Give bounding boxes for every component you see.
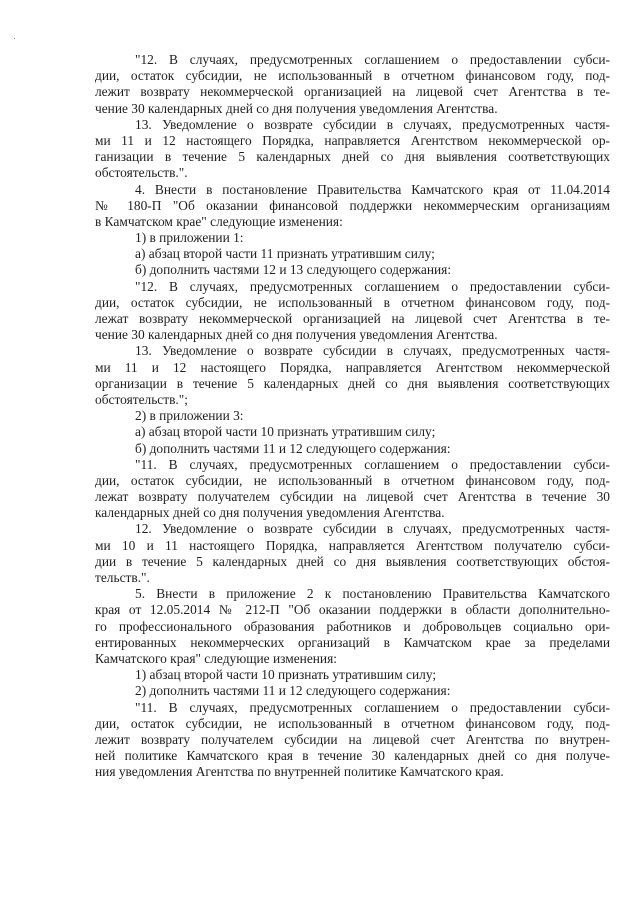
text-line: 13. Уведомление о возврате субсидии в случаях, предусмотренных частя- [135, 116, 610, 132]
text-line: ми 10 и 11 настоящего Порядка, направляется Агентством получателю субси- [95, 537, 610, 553]
text-line: 13. Уведомление о возврате субсидии в случаях, предусмотренных частя- [135, 343, 610, 359]
text-line: б) дополнить частями 11 и 12 следующего содержания: [135, 440, 451, 456]
text-line: дии в течение 5 календарных дней со дня выявления соответствующих обстоя- [95, 553, 610, 569]
text-line: календарных дней со дня получения уведомления Агентства. [95, 505, 445, 521]
text-line: лежит возврату некоммерческой организацией на лицевой счет Агентства в те- [95, 84, 610, 100]
text-line: ентированных некоммерческих организаций в Камчатском крае за пределами [95, 634, 610, 650]
text-line: лежит возврату получателем субсидии на лицевой счет Агентства по внутрен- [95, 731, 610, 747]
text-line: б) дополнить частями 12 и 13 следующего содержания: [135, 262, 452, 278]
text-line: "11. В случаях, предусмотренных соглашением о предоставлении субси- [135, 699, 610, 715]
text-line: а) абзац второй части 11 признать утратившим силу; [135, 246, 435, 262]
text-line: лежат возврату некоммерческой организацией на лицевой счет Агентства в те- [95, 311, 610, 326]
document-body [95, 52, 610, 780]
text-line: 1) в приложении 1: [135, 230, 244, 246]
text-line: ганизации в течение 5 календарных дней со дня выявления соответствующих [95, 149, 610, 165]
text-line: "12. В случаях, предусмотренных соглашением о предоставлении субси- [135, 278, 610, 294]
text-line: 4. Внести в постановление Правительства Камчатского края от 11.04.2014 [135, 181, 610, 197]
text-line: в Камчатском крае" следующие изменения: [95, 213, 343, 229]
text-line: 12. Уведомление о возврате субсидии в случаях, предусмотренных частя- [135, 521, 610, 537]
text-line: 2) дополнить частями 11 и 12 следующего содержания: [135, 683, 451, 699]
text-line: ния уведомления Агентства по внутренней политике Камчатского края. [95, 764, 504, 780]
text-line: края от 12.05.2014 № 212-П "Об оказании поддержки в области дополнительно- [95, 602, 610, 618]
text-line: дии, остаток субсидии, не использованный в отчетном финансовом году, под- [95, 68, 610, 84]
scan-speck [14, 38, 15, 39]
text-line: дии, остаток субсидии, не использованный в отчетном финансовом году, под- [95, 715, 610, 731]
text-line: обстоятельств.". [95, 165, 188, 181]
text-line: ней политике Камчатского края в течение 30 календарных дней со дня получе- [95, 748, 610, 764]
text-line: ми 11 и 12 настоящего Порядка, направляется Агентством некоммерческой ор- [95, 132, 610, 148]
text-line: лежат возврату получателем субсидии на лицевой счет Агентства в течение 30 [95, 489, 610, 505]
text-line: чение 30 календарных дней со дня получения уведомления Агентства. [95, 327, 498, 343]
text-line: тельств.". [95, 570, 150, 585]
text-line: а) абзац второй части 10 признать утратившим силу; [135, 424, 436, 440]
text-line: организации в течение 5 календарных дней со дня выявления соответствующих [95, 375, 610, 391]
text-line: "11. В случаях, предусмотренных соглашением о предоставлении субси- [135, 456, 610, 472]
text-line: ми 11 и 12 настоящего Порядка, направляется Агентством некоммерческой [95, 359, 610, 375]
text-line: 5. Внести в приложение 2 к постановлению Правительства Камчатского [135, 586, 610, 602]
text-line: дии, остаток субсидии, не использованный в отчетном финансовом году, под- [95, 294, 610, 310]
text-line: 2) в приложении 3: [135, 408, 244, 424]
text-line: обстоятельств."; [95, 391, 188, 407]
text-line: 1) абзац второй части 10 признать утратившим силу; [135, 667, 437, 683]
text-line: чение 30 календарных дней со дня получения уведомления Агентства. [95, 100, 498, 116]
text-line: го профессионального образования работников и добровольцев социально ори- [95, 618, 610, 634]
text-line: "12. В случаях, предусмотренных соглашением о предоставлении субси- [135, 52, 610, 67]
text-line: № 180-П "Об оказании финансовой поддержки некоммерческим организациям [95, 197, 610, 213]
text-line: Камчатского края" следующие изменения: [95, 650, 337, 666]
text-line: дии, остаток субсидии, не использованный в отчетном финансовом году, под- [95, 472, 610, 488]
